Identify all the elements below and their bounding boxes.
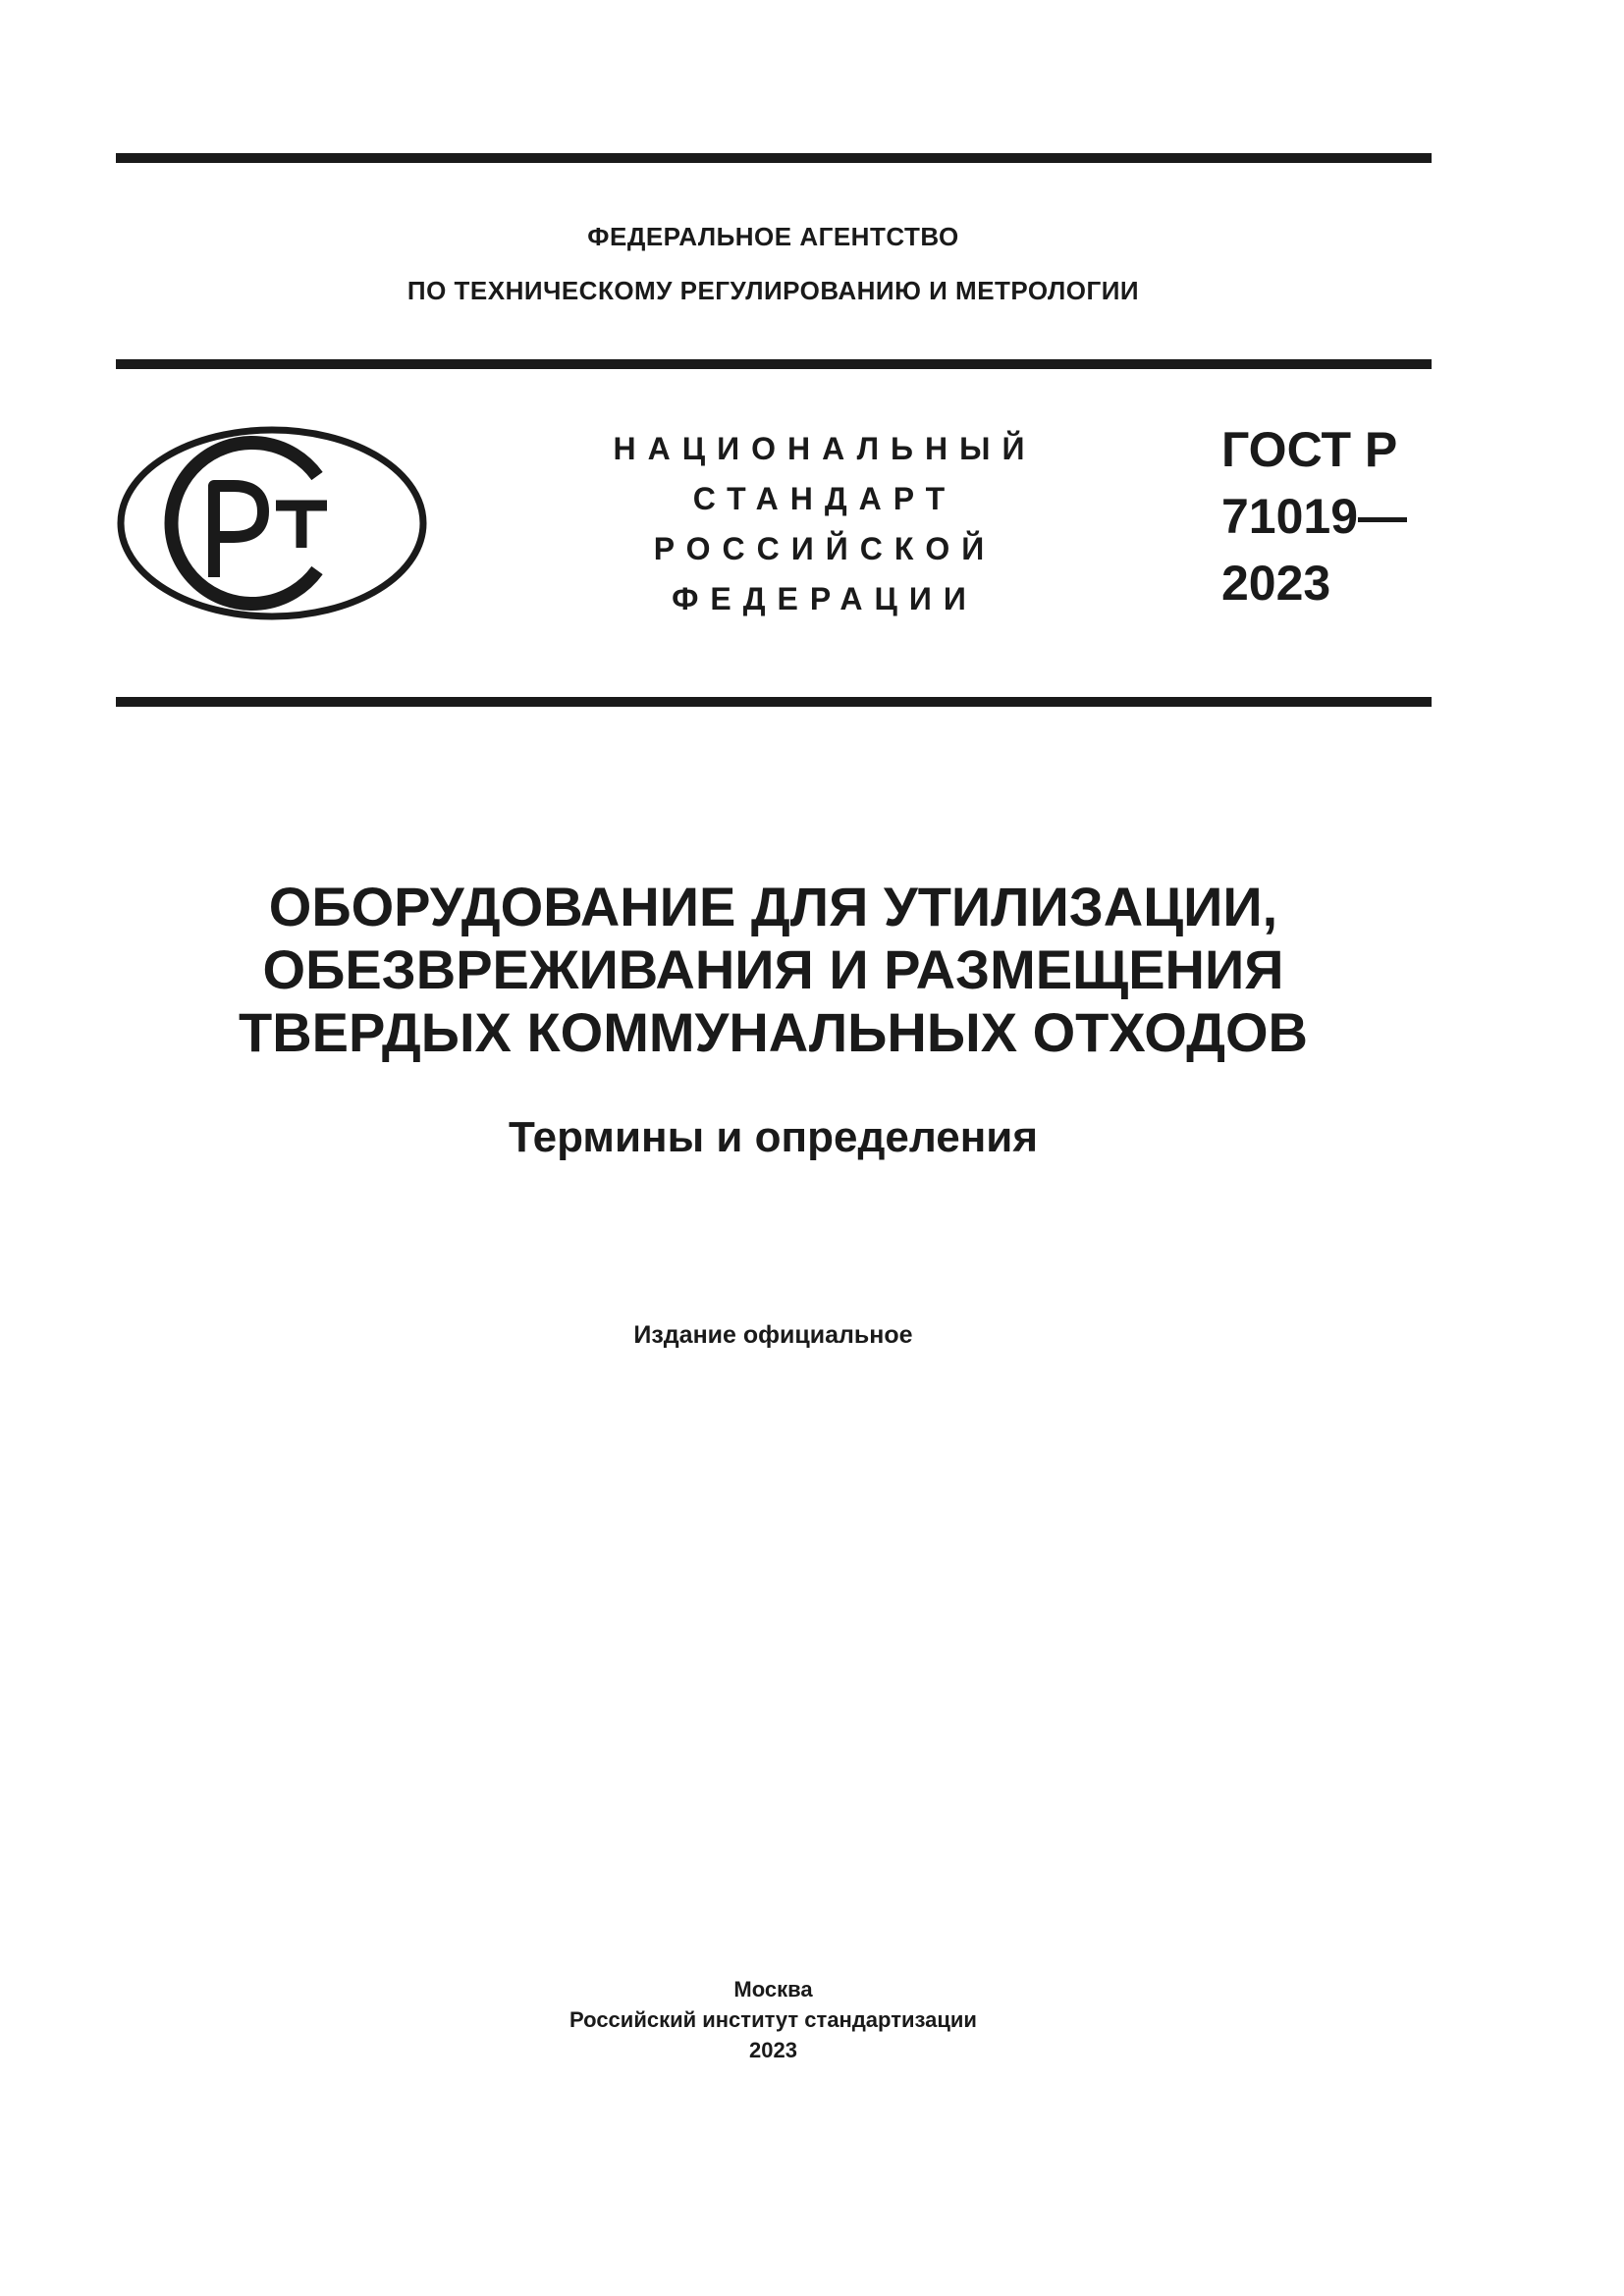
- document-title: [0, 876, 1546, 1064]
- top-rule: [116, 153, 1432, 163]
- imprint-block: [0, 1974, 1546, 2065]
- imprint-publisher: Российский институт стандартизации: [569, 2007, 977, 2032]
- standard-type-line: НАЦИОНАЛЬНЫЙ: [613, 431, 1037, 466]
- title-line: ОБЕЗВРЕЖИВАНИЯ И РАЗМЕЩЕНИЯ: [262, 938, 1284, 1000]
- designation-line: ГОСТ Р: [1221, 422, 1398, 477]
- header-divider-rule: [116, 359, 1432, 369]
- standard-type-line: РОССИЙСКОЙ: [653, 531, 997, 566]
- rst-logo-icon: [116, 425, 428, 621]
- document-subtitle: Термины и определения: [508, 1113, 1039, 1161]
- title-line: ОБОРУДОВАНИЕ ДЛЯ УТИЛИЗАЦИИ,: [268, 876, 1278, 937]
- imprint-city: Москва: [733, 1977, 813, 2002]
- standard-type-block: [579, 424, 1070, 624]
- standard-designation: [1221, 416, 1407, 616]
- agency-name-line-2: ПО ТЕХНИЧЕСКОМУ РЕГУЛИРОВАНИЮ И МЕТРОЛОГИИ: [406, 276, 1140, 305]
- standard-type-line: ФЕДЕРАЦИИ: [672, 581, 978, 616]
- designation-line: 2023: [1221, 556, 1331, 611]
- title-line: ТВЕРДЫХ КОММУНАЛЬНЫХ ОТХОДОВ: [239, 1001, 1308, 1063]
- imprint-year: 2023: [749, 2038, 797, 2062]
- agency-name-line-1: ФЕДЕРАЛЬНОЕ АГЕНТСТВО: [587, 222, 959, 251]
- standard-type-line: СТАНДАРТ: [692, 481, 957, 516]
- designation-line: 71019—: [1221, 489, 1408, 544]
- edition-note: Издание официальное: [633, 1321, 913, 1349]
- masthead-bottom-rule: [116, 697, 1432, 707]
